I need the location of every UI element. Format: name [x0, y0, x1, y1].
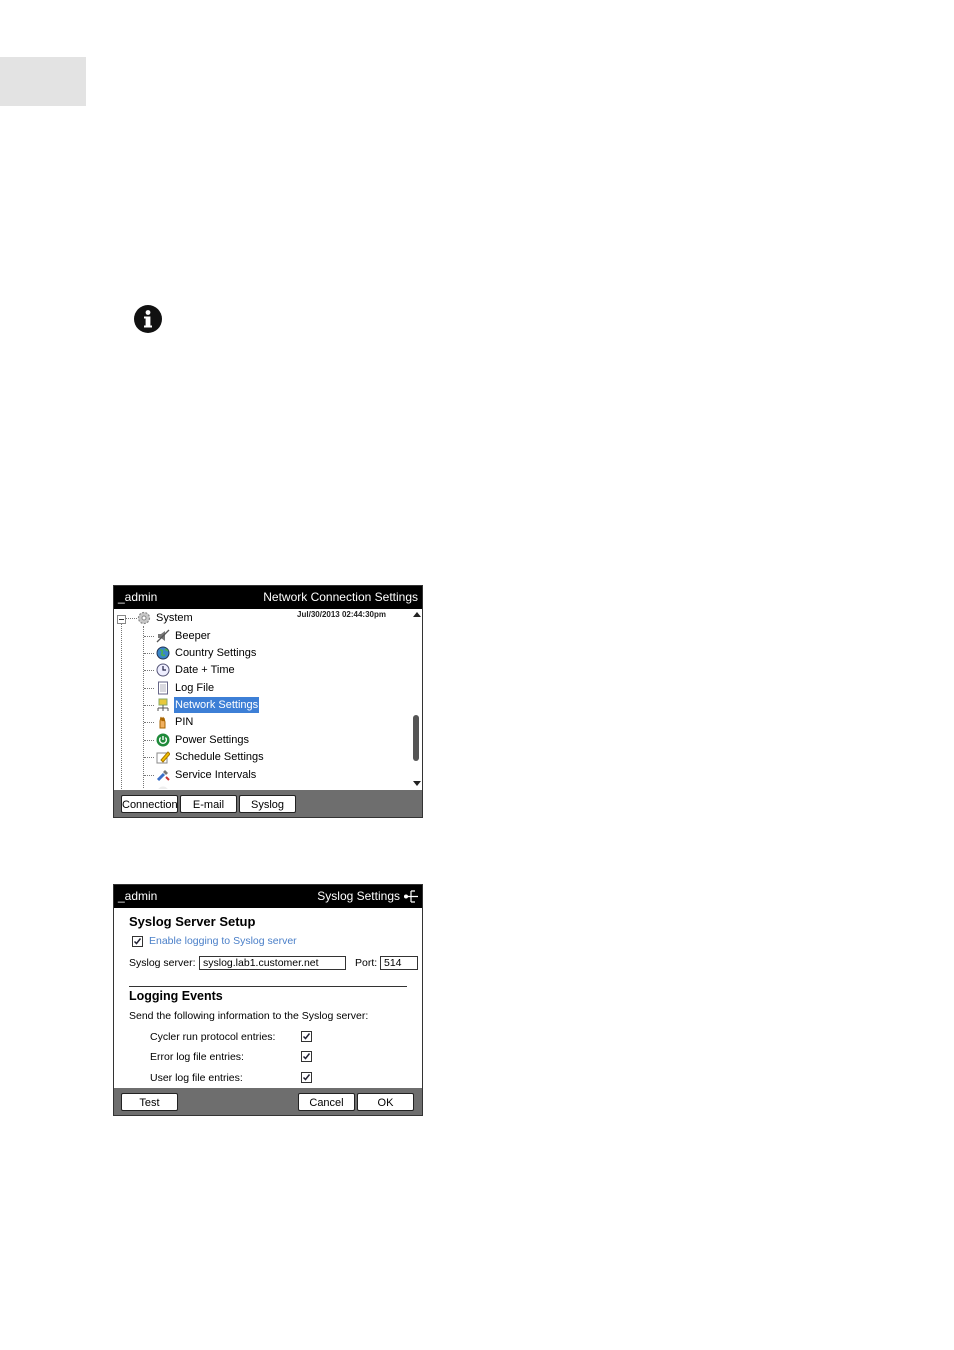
cycler-run-checkbox[interactable]: [301, 1031, 312, 1042]
tab-connection[interactable]: Connection: [121, 795, 178, 813]
user-name: _admin: [118, 889, 158, 903]
tree-line: [144, 757, 154, 758]
tab-bar: [114, 790, 422, 817]
error-log-checkbox[interactable]: [301, 1051, 312, 1062]
info-icon: [133, 304, 163, 334]
chapter-tab: [0, 57, 86, 106]
cancel-button[interactable]: Cancel: [298, 1093, 355, 1111]
tree-line: [143, 626, 144, 789]
logging-events-heading: Logging Events: [129, 989, 223, 1003]
screen-title: Syslog Settings: [317, 889, 400, 903]
network-connection-icon: [403, 889, 419, 904]
pencil-icon: [156, 750, 170, 764]
server-setup-heading: Syslog Server Setup: [129, 914, 256, 929]
tree-line: [121, 623, 122, 789]
syslog-settings-screen: [113, 884, 423, 1116]
tree-line: [144, 775, 154, 776]
syslog-server-input[interactable]: [199, 956, 346, 970]
tree-scrollbar[interactable]: [412, 609, 421, 789]
tab-syslog[interactable]: Syslog: [239, 795, 296, 813]
gear-icon: [156, 785, 170, 789]
ok-button[interactable]: OK: [357, 1093, 414, 1111]
section-divider: [129, 986, 407, 987]
tree-line: [144, 670, 154, 671]
enable-logging-label: Enable logging to Syslog server: [149, 935, 297, 947]
power-icon: [156, 733, 170, 747]
tree-line: [144, 722, 154, 723]
notepad-icon: [156, 681, 170, 695]
datetime-display: Jul/30/2013 02:44:30pm: [297, 610, 386, 619]
button-bar: [114, 1088, 422, 1115]
tools-icon: [156, 768, 170, 782]
port-label: Port:: [355, 957, 378, 969]
tree-line: [125, 618, 137, 619]
test-button[interactable]: Test: [121, 1093, 178, 1111]
user-name: _admin: [118, 590, 158, 604]
user-log-label: User log file entries:: [150, 1072, 243, 1084]
gear-icon: [137, 611, 151, 625]
hand-icon: [156, 715, 170, 729]
check-icon: [133, 937, 142, 946]
collapse-toggle[interactable]: [117, 615, 126, 624]
tree-line: [144, 705, 154, 706]
scroll-up-arrow[interactable]: [413, 612, 421, 617]
tab-email[interactable]: E-mail: [180, 795, 237, 813]
settings-tree: Jul/30/2013 02:44:30pm System Beeper Country Settings Date + Time Log File Network Settings PIN Power Settings Schedule Settings Service Intervals: [114, 609, 412, 789]
tree-line: [144, 653, 154, 654]
network-connection-settings-screen: [113, 585, 423, 818]
scroll-down-arrow[interactable]: [413, 781, 421, 786]
check-icon: [302, 1052, 311, 1061]
syslog-server-label: Syslog server:: [129, 957, 196, 969]
tree-line: [144, 688, 154, 689]
user-log-checkbox[interactable]: [301, 1072, 312, 1083]
check-icon: [302, 1073, 311, 1082]
send-info-text: Send the following information to the Syslog server:: [129, 1010, 369, 1022]
globe-icon: [156, 646, 170, 660]
scroll-thumb[interactable]: [413, 715, 419, 761]
port-input[interactable]: [380, 956, 418, 970]
tree-line: [144, 740, 154, 741]
screen-title: Network Connection Settings: [263, 590, 418, 604]
clock-icon: [156, 663, 170, 677]
error-log-label: Error log file entries:: [150, 1051, 244, 1063]
enable-logging-checkbox[interactable]: [132, 936, 143, 947]
title-bar: [114, 885, 422, 908]
tree-line: [144, 636, 154, 637]
title-bar: [114, 586, 422, 609]
speaker-icon: [156, 629, 170, 643]
network-icon: [156, 698, 170, 712]
check-icon: [302, 1032, 311, 1041]
cycler-run-label: Cycler run protocol entries:: [150, 1031, 276, 1043]
